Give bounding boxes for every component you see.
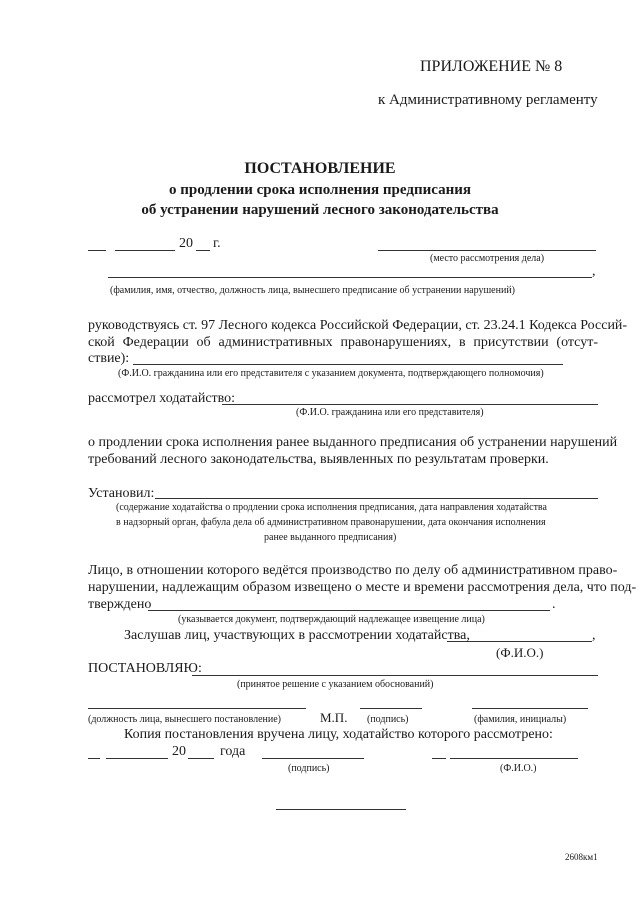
person-line2: нарушении, надлежащим образом извещено о месте и времени рассмотрения дела, что под-	[88, 580, 637, 595]
date-month-blank[interactable]	[115, 250, 175, 251]
resolution-label: ПОСТАНОВЛЯЮ:	[88, 661, 202, 676]
official-caption: (фамилия, имя, отчество, должность лица, вынесшего предписание об устранении нарушений)	[110, 285, 516, 296]
resolution-field[interactable]	[192, 675, 598, 676]
reviewed-label: рассмотрел ходатайство:	[88, 391, 236, 406]
name-field[interactable]	[472, 708, 588, 709]
notification-caption: (указывается документ, подтверждающий надлежащее извещение лица)	[178, 614, 485, 625]
resolution-caption: (принятое решение с указанием обоснований)	[237, 679, 434, 690]
name-caption: (фамилия, инициалы)	[474, 714, 567, 725]
copy-name-caption: (Ф.И.О.)	[500, 763, 537, 774]
notification-field[interactable]	[148, 610, 550, 611]
signature-caption: (подпись)	[367, 714, 409, 725]
document-subtitle-line1: о продлении срока исполнения предписания	[169, 182, 471, 198]
guided-line1: руководствуясь ст. 97 Лесного кодекса Российской Федерации, ст. 23.24.1 Кодекса Россий-	[88, 318, 628, 333]
copy-text: Копия постановления вручена лицу, ходатайство которого рассмотрено:	[124, 727, 553, 742]
appendix-number: ПРИЛОЖЕНИЕ № 8	[420, 58, 563, 75]
official-field-comma: ,	[592, 264, 596, 279]
copy-signature-field[interactable]	[262, 758, 364, 759]
established-caption-line1: (содержание ходатайства о продлении срока исполнения предписания, дата направления ходатайства	[116, 502, 547, 513]
place-caption: (место рассмотрения дела)	[430, 253, 545, 264]
established-label: Установил:	[88, 486, 155, 501]
copy-name-field[interactable]	[450, 758, 578, 759]
subject-line1: о продлении срока исполнения ранее выданного предписания об устранении нарушений	[88, 435, 618, 450]
established-caption-line2: в надзорный орган, фабула дела об административном правонарушении, дата окончания исполнения	[116, 517, 546, 528]
petitioner-field[interactable]	[222, 404, 598, 405]
guided-line3: ствие):	[88, 351, 130, 366]
petitioner-caption: (Ф.И.О. гражданина или его представителя)	[296, 407, 484, 418]
position-field[interactable]	[88, 708, 306, 709]
established-field[interactable]	[155, 498, 598, 499]
participants-comma: ,	[592, 628, 596, 643]
date-day-blank[interactable]	[88, 250, 106, 251]
participants-caption: (Ф.И.О.)	[496, 645, 544, 660]
document-code: 2608км1	[565, 852, 598, 862]
copy-year-suffix: года	[220, 744, 246, 759]
date-year-suffix: г.	[213, 236, 221, 251]
notification-period: .	[552, 597, 556, 612]
established-caption-line3: ранее выданного предписания)	[264, 532, 397, 543]
position-caption: (должность лица, вынесшего постановление)	[88, 714, 282, 725]
document-subtitle-line2: об устранении нарушений лесного законодательства	[141, 202, 499, 218]
bottom-separator	[276, 809, 406, 810]
official-field[interactable]	[108, 277, 592, 278]
document-title: ПОСТАНОВЛЕНИЕ	[244, 160, 396, 177]
place-field[interactable]	[378, 250, 596, 251]
heard-text: Заслушав лиц, участвующих в рассмотрении ходатайства,	[124, 628, 470, 643]
copy-year-prefix: 20	[172, 744, 186, 759]
copy-signature-caption: (подпись)	[288, 763, 330, 774]
copy-month-blank[interactable]	[106, 758, 168, 759]
guided-line2: ской Федерации об административных правонарушениях, в присутствии (отсут-	[88, 335, 598, 350]
participants-field[interactable]	[447, 641, 592, 642]
copy-day-blank[interactable]	[88, 758, 100, 759]
copy-name-dash[interactable]	[432, 758, 446, 759]
date-year-blank[interactable]	[196, 250, 210, 251]
person-line3: тверждено	[88, 597, 152, 612]
signature-field[interactable]	[360, 708, 422, 709]
person-line1: Лицо, в отношении которого ведётся производство по делу об административном право-	[88, 563, 618, 578]
subject-line2: требований лесного законодательства, выявленных по результатам проверки.	[88, 452, 549, 467]
stamp-label: М.П.	[320, 710, 348, 725]
regulation-reference: к Административному регламенту	[378, 92, 598, 108]
date-year-prefix: 20	[179, 236, 193, 251]
presence-caption: (Ф.И.О. гражданина или его представителя с указанием документа, подтверждающего полномочия)	[118, 368, 544, 379]
presence-field[interactable]	[133, 364, 563, 365]
copy-year-blank[interactable]	[188, 758, 214, 759]
